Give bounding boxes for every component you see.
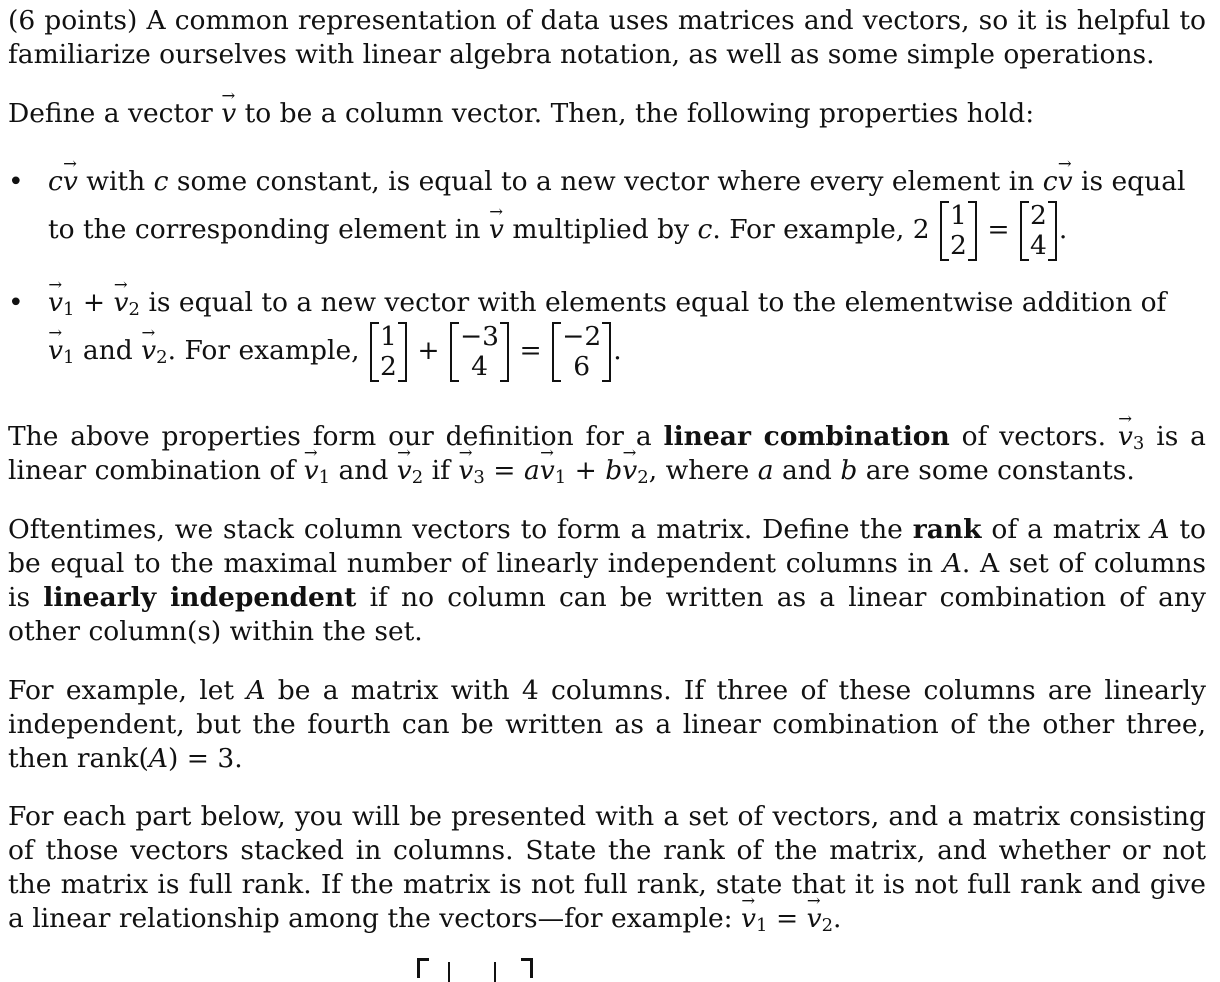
addition-vector-a: 1 2: [370, 322, 407, 382]
addition-vector-b: −3 4: [450, 322, 509, 382]
rank-example-paragraph: For example, let A be a matrix with 4 columns. If three of these columns are linearly independent, but the fourth can be written as a linear combination of the other three, then rank(A) = 3.: [8, 675, 1206, 774]
bullet-marker: •: [8, 287, 24, 318]
example-vector-1-2: 1 2: [940, 201, 977, 261]
term-rank: rank: [912, 514, 982, 545]
term-linearly-independent: linearly independent: [43, 582, 357, 613]
vector-definition: Define a vector → v to be a column vector. Then, the following properties hold:: [8, 97, 1206, 131]
addition-vector-sum: −2 6: [552, 322, 611, 382]
points-label: (6 points): [8, 5, 138, 36]
column-rule: [448, 962, 450, 982]
intro-paragraph: (6 points) A common representation of data uses matrices and vectors, so it is helpful to familiarize ourselves with linear algebra notation, as well as some simple operations.: [8, 5, 1206, 70]
term-linear-combination: linear combination: [663, 421, 950, 452]
matrix-bracket-partial: [417, 958, 533, 978]
example-vector-2-4: 2 4: [1020, 201, 1057, 261]
task-instructions-paragraph: For each part below, you will be presented with a set of vectors, and a matrix consisting of those vectors stacked in columns. State the rank of the matrix, and whether or not the matrix is full rank. If the matrix is not full rank, state that it is not full rank and give a linear relationship among the vectors—for example: → $v_1$ = → $v_2$.: [8, 800, 1206, 936]
column-rule: [494, 962, 496, 982]
linear-combination-paragraph: The above properties form our definition for a linear combination of vectors. → $v_3$ is a linear combination of → $v_1$ and → $v_2$ if → $v_3 = a\to v_1 + b\to v_2$, where a and b are some constants.: [8, 420, 1206, 488]
rank-definition-paragraph: Oftentimes, we stack column vectors to form a matrix. Define the rank of a matrix A to be equal to the maximal number of linearly independent columns in A. A set of columns is linearly independent if no column can be written as a linear combination of any other column(s) within the set.: [8, 514, 1206, 647]
bullet-scalar-multiplication: • c→ v with c some constant, is equal to a new vector where every element in c→ v is equal to the corresponding element in → v multiplied by c. For example, 2 1 2 = 2 4 .: [48, 165, 1206, 261]
bullet-vector-addition: • → $v_1$ + → $v_2$ is equal to a new vector with elements equal to the elementwise addition of → $v_1$ and → $v_2$. For example, 1 2 + −3 4 = −2 6 .: [48, 286, 1206, 382]
bullet-marker: •: [8, 166, 24, 197]
vector-v-symbol: → v: [221, 97, 236, 131]
